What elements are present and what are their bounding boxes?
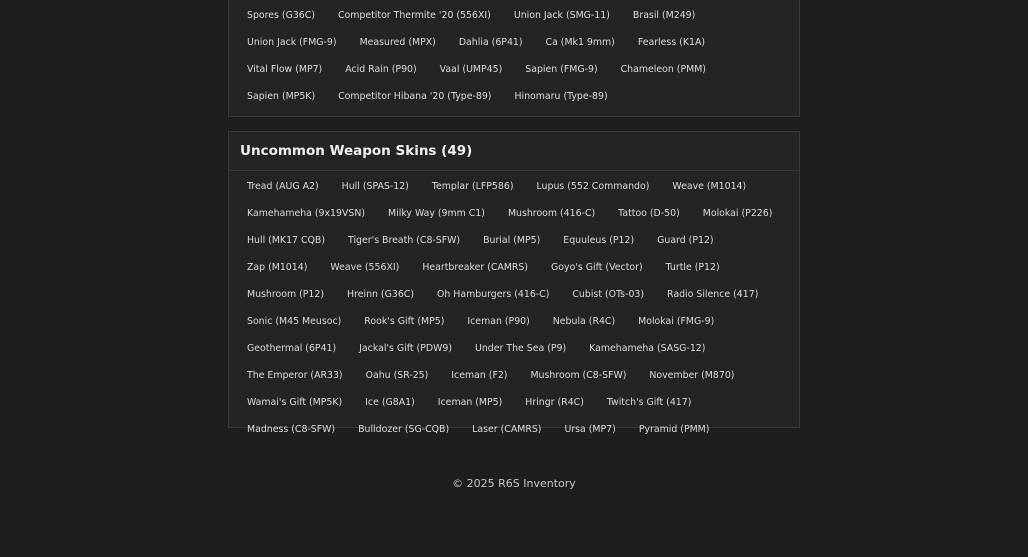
rare-skin-item[interactable]: Competitor Hibana '20 (Type-89) <box>338 91 492 102</box>
uncommon-skin-item[interactable]: Under The Sea (P9) <box>474 343 567 354</box>
uncommon-skin-item[interactable]: Sonic (M45 Meusoc) <box>247 316 342 327</box>
footer-copyright: © 2025 R6S Inventory <box>452 477 576 490</box>
uncommon-skin-item[interactable]: Madness (C8-SFW) <box>247 424 336 435</box>
uncommon-skin-item[interactable]: Mushroom (C8-SFW) <box>530 370 627 381</box>
uncommon-skin-item[interactable]: Lupus (552 Commando) <box>536 181 650 192</box>
uncommon-skin-item[interactable]: Burial (MP5) <box>483 235 541 246</box>
uncommon-skin-item[interactable]: Hull (SPAS-12) <box>341 181 409 192</box>
uncommon-skin-item[interactable]: Twitch's Gift (417) <box>606 397 692 408</box>
rare-skin-item[interactable]: Dahlia (6P41) <box>458 37 523 48</box>
uncommon-section-title: Uncommon Weapon Skins (49) <box>229 132 799 171</box>
rare-skin-item[interactable]: Acid Rain (P90) <box>345 64 417 75</box>
uncommon-skin-item[interactable]: The Emperor (AR33) <box>247 370 343 381</box>
uncommon-skin-item[interactable]: Oahu (SR-25) <box>365 370 429 381</box>
uncommon-skin-item[interactable]: Geothermal (6P41) <box>247 343 337 354</box>
uncommon-skin-item[interactable]: Heartbreaker (CAMRS) <box>422 262 529 273</box>
uncommon-skin-item[interactable]: Turtle (P12) <box>665 262 720 273</box>
uncommon-skin-item[interactable]: Ice (G8A1) <box>365 397 415 408</box>
uncommon-skin-item[interactable]: November (M870) <box>649 370 735 381</box>
uncommon-skin-item[interactable]: Iceman (P90) <box>467 316 530 327</box>
uncommon-skin-item[interactable]: Mushroom (416-C) <box>507 208 596 219</box>
uncommon-skin-item[interactable]: Guard (P12) <box>657 235 714 246</box>
uncommon-skin-item[interactable]: Wamai's Gift (MP5K) <box>247 397 343 408</box>
uncommon-skin-item[interactable]: Templar (LFP586) <box>431 181 514 192</box>
uncommon-skin-item[interactable]: Rook's Gift (MP5) <box>364 316 445 327</box>
rare-skin-item[interactable]: Brasil (M249) <box>632 10 696 21</box>
uncommon-skin-item[interactable]: Oh Hamburgers (416-C) <box>437 289 550 300</box>
uncommon-skin-item[interactable]: Hringr (R4C) <box>525 397 584 408</box>
uncommon-skin-item[interactable]: Cubist (OTs-03) <box>572 289 645 300</box>
uncommon-skin-item[interactable]: Ursa (MP7) <box>564 424 616 435</box>
uncommon-skin-item[interactable]: Zap (M1014) <box>247 262 308 273</box>
rare-skin-item[interactable]: Sapien (MP5K) <box>247 91 316 102</box>
uncommon-skin-item[interactable]: Tiger's Breath (C8-SFW) <box>348 235 461 246</box>
uncommon-skin-item[interactable]: Hreinn (G36C) <box>347 289 414 300</box>
rare-skin-item[interactable]: Ca (Mk1 9mm) <box>545 37 615 48</box>
uncommon-skin-item[interactable]: Kamehameha (SASG-12) <box>589 343 706 354</box>
uncommon-skins-card <box>228 131 800 435</box>
uncommon-skin-item[interactable]: Goyo's Gift (Vector) <box>551 262 643 273</box>
uncommon-skin-item[interactable]: Iceman (F2) <box>451 370 508 381</box>
rare-skin-item[interactable]: Hinomaru (Type-89) <box>514 91 608 102</box>
uncommon-skin-item[interactable]: Mushroom (P12) <box>247 289 324 300</box>
rare-skins-list <box>229 0 799 108</box>
uncommon-skin-item[interactable]: Iceman (MP5) <box>437 397 503 408</box>
rare-skin-item[interactable]: Vaal (UMP45) <box>439 64 503 75</box>
rare-skin-item[interactable]: Fearless (K1A) <box>637 37 706 48</box>
uncommon-skin-item[interactable]: Molokai (FMG-9) <box>638 316 715 327</box>
uncommon-skin-item[interactable]: Nebula (R4C) <box>552 316 616 327</box>
uncommon-skins-list <box>229 171 799 441</box>
rare-skin-item[interactable]: Chameleon (PMM) <box>620 64 706 75</box>
uncommon-skin-item[interactable]: Molokai (P226) <box>702 208 773 219</box>
uncommon-skin-item[interactable]: Radio Silence (417) <box>667 289 759 300</box>
rare-skin-item[interactable]: Spores (G36C) <box>247 10 315 21</box>
rare-skin-item[interactable]: Union Jack (SMG-11) <box>513 10 610 21</box>
rare-skins-card <box>228 0 800 117</box>
rare-skin-item[interactable]: Vital Flow (MP7) <box>247 64 323 75</box>
uncommon-skin-item[interactable]: Weave (556XI) <box>330 262 400 273</box>
uncommon-skin-item[interactable]: Pyramid (PMM) <box>638 424 710 435</box>
uncommon-skin-item[interactable]: Weave (M1014) <box>672 181 747 192</box>
uncommon-skin-item[interactable]: Equuleus (P12) <box>563 235 635 246</box>
rare-skin-item[interactable]: Competitor Thermite '20 (556XI) <box>337 10 491 21</box>
uncommon-skin-item[interactable]: Tattoo (D-50) <box>618 208 680 219</box>
uncommon-skin-item[interactable]: Kamehameha (9x19VSN) <box>247 208 366 219</box>
uncommon-skin-item[interactable]: Laser (CAMRS) <box>472 424 542 435</box>
rare-skin-item[interactable]: Sapien (FMG-9) <box>525 64 598 75</box>
uncommon-skin-item[interactable]: Jackal's Gift (PDW9) <box>359 343 452 354</box>
uncommon-skin-item[interactable]: Milky Way (9mm C1) <box>388 208 485 219</box>
rare-skin-item[interactable]: Measured (MPX) <box>359 37 436 48</box>
uncommon-skin-item[interactable]: Tread (AUG A2) <box>247 181 319 192</box>
uncommon-skin-item[interactable]: Bulldozer (SG-CQB) <box>358 424 450 435</box>
rare-skin-item[interactable]: Union Jack (FMG-9) <box>247 37 337 48</box>
uncommon-skin-item[interactable]: Hull (MK17 CQB) <box>247 235 325 246</box>
